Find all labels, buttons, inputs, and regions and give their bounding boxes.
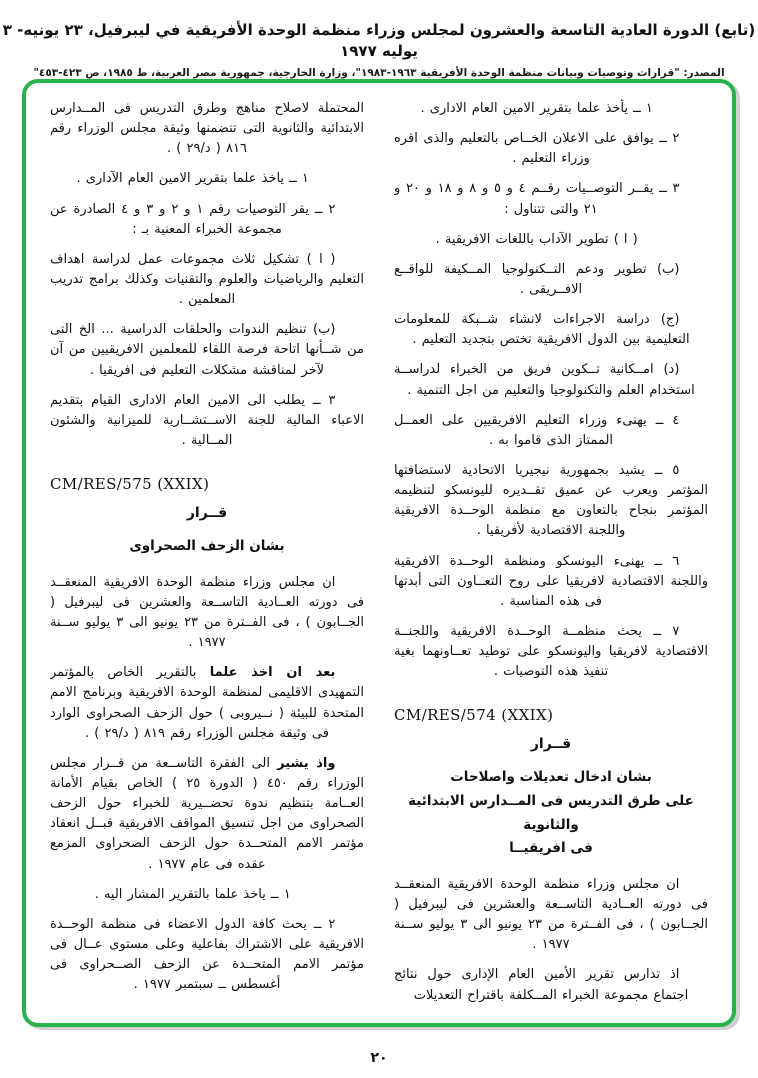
resolution-subject: بشان الزحف الصحراوى bbox=[129, 538, 285, 555]
paragraph: ٣ ــ يقــر التوصــيات رقــم ٤ و ٥ و ٨ و ١٨ و ٢٠ و ٢١ والتى تتناول : bbox=[394, 181, 680, 217]
document-border-frame bbox=[22, 79, 736, 1027]
paragraph: (ج) دراسة الاجراءات لانشاء شــبكة للمعلومات التعليمية بين الدول الافريقية تختص بتجديد التعليم . bbox=[394, 312, 690, 348]
column-left bbox=[50, 99, 364, 1013]
paragraph: ( ا ) تشكيل ثلاث مجموعات عمل لدراسة اهداف التعليم والرياضيات والعلوم والتقنيات وكذلك برامج تدريب المعلمين . bbox=[50, 251, 364, 308]
paragraph: ٥ ــ يشيد بجمهورية نيجيريا الاتحادية لاستضافتها المؤتمر ويعرب عن عميق تقــديره لليونسكو لتنظيمه المؤتمر بنجاح بالتعاون مع منظمة الوحــدة الافريقية واللجنة الاقتصادية لأفريقيا . bbox=[394, 462, 708, 539]
document-header-title: (تابع) الدورة العادية التاسعة والعشرون لمجلس وزراء منظمة الوحدة الأفريقية في ليبرفيل، ٢٣ يونيه- ٣ يوليه ١٩٧٧ bbox=[2, 21, 756, 60]
document-header bbox=[0, 0, 758, 79]
content-columns bbox=[50, 99, 708, 1013]
paragraph: اذ تدارس تقرير الأمين العام الإدارى حول نتائج اجتماع مجموعة الخبراء المــكلفة باقتراح التعديلات bbox=[394, 967, 689, 1003]
paragraph: ٢ ــ يقر التوصيات رقم ١ و ٢ و ٣ و ٤ الصادرة عن مجموعة الخبراء المعنية بـ : bbox=[50, 201, 336, 237]
document-header-source: المصدر: "قرارات وتوصيات وبيانات منظمة الوحدة الأفريقية ١٩٦٣-١٩٨٣"، وزارة الخارجية، جمهورية مصر العربية، ط ١٩٨٥، ص ٤٢٣-٤٥٣" bbox=[33, 67, 725, 79]
column-right bbox=[394, 99, 708, 1013]
paragraph: (ب) تطوير ودعم التــكنولوجيا المــكيفة للواقــع الافــريقى . bbox=[394, 261, 680, 297]
paragraph: ١ ــ يأخذ علما بتقرير الامين العام الادارى . bbox=[420, 101, 653, 116]
paragraph: واذ يشير الى الفقرة التاســعة من قــرار مجلس الوزراء رقم ٤٥٠ ( الدورة ٢٥ ) الخاص بقيام الأمانة العــامة بتنظيم ندوة تحضــيرية للخبراء حول الزحف الصحراوى من اجل تنسيق المواقف الافريقية قبــل انعقاد مؤتمر الامم المتحــدة حول الزحف الصحراوى المزمع عقده فى عام ١٩٧٧ . bbox=[50, 755, 364, 872]
resolution-heading: قــرار bbox=[186, 505, 228, 522]
paragraph: ١ ــ ياخذ علما بتقرير الامين العام الآدارى . bbox=[76, 171, 309, 187]
paragraph: ٤ ــ يهنىء وزراء التعليم الافريقيين على العمــل الممتاز الذى قاموا به . bbox=[394, 412, 680, 448]
resolution-ref: CM/RES/574 (XXIX) bbox=[394, 706, 554, 725]
paragraph: (د) امــكانية تــكوين فريق من الخبراء لدراســة استخدام العلم والتكنولوجيا والتعليم من اجل التنمية . bbox=[394, 362, 695, 398]
paragraph: ٦ ــ يهنىء اليونسكو ومنظمة الوحــدة الافريقية واللجنة الاقتصادية لافريقيا على روح التعــاون التى أبدتها فى هذه المناسبة . bbox=[394, 553, 708, 609]
paragraph: ان مجلس وزراء منظمة الوحدة الافريقية المنعقــد فى دورته العــادية التاســعة والعشرين فى ليبرفيل ( الجــابون ) ، فى الفــترة من ٢٣ يونيو الى ٣ يوليو ســنة ١٩٧٧ . bbox=[394, 876, 708, 953]
page-number: ٢٠ bbox=[370, 1050, 388, 1066]
resolution-heading: قــرار bbox=[530, 736, 572, 753]
paragraph: بعد ان اخذ علما بالتقرير الخاص بالمؤتمر التمهيدى الاقليمى لمنظمة الوحدة الافريقية وبرنامج الامم المتحدة للبيئة ( نــيروبى ) حول الزحف الصحراوى الوارد فى وثيقة مجلس الوزراء رقم ٨١٩ ( د/٢٩ ) . bbox=[50, 665, 364, 741]
paragraph: (ب) تنظيم الندوات والحلقات الدراسية ... الخ التى من شــأنها اتاحة فرصة اللقاء للمعلمين الافريقيين من آن لآخر لمناقشة مشكلات التعليم فى افريقيا . bbox=[50, 322, 364, 378]
paragraph: المحتملة لاصلاح مناهج وطرق التدريس فى المــدارس الابتدائية والثانوية التى تتضمنها وثيقة مجلس الوزراء رقم ٨١٦ ( د/٢٩ ) . bbox=[50, 101, 364, 157]
paragraph: ٢ ــ يوافق على الاعلان الخــاص بالتعليم والذى اقره وزراء التعليم . bbox=[394, 131, 680, 167]
paragraph: ٧ ــ يحث منظمــة الوحــدة الافريقية واللجنــة الاقتصادية لافريقيا واليونسكو على توطيد تعــاونهما بغية تنفيذ هذه التوصيات . bbox=[394, 623, 708, 680]
paragraph: ١ ــ ياخذ علما بالتقرير المشار اليه . bbox=[94, 886, 291, 902]
paragraph: ٣ ــ يطلب الى الامين العام الادارى القيام بتقديم الاعباء المالية للجنة الاســتشــارية للميزانية والشئون المــالية . bbox=[50, 392, 364, 448]
paragraph: ان مجلس وزراء منظمة الوحدة الافريقية المنعقــد فى دورته العــادية التاســعة والعشرين فى ليبرفيل ( الجــابون ) ، فى الفــترة من ٢٣ يونيو الى ٣ يوليو ســنة ١٩٧٧ . bbox=[50, 574, 364, 651]
resolution-subject: بشان ادخال تعديلات واصلاحات على طرق التدريس فى المــدارس الابتدائية والثانوية فى افريقيــا bbox=[408, 769, 694, 857]
paragraph: ( ا ) تطوير الآداب باللغات الافريقية . bbox=[435, 231, 638, 247]
paragraph: ٢ ــ يحث كافة الدول الاعضاء فى منظمة الوحــدة الافريقية على الاشتراك بفاعلية وعلى مستوى عــال فى مؤتمر الامم المتحــدة عن الزحف الصــحراوى فى أغسطس ــ سبتمبر ١٩٧٧ . bbox=[50, 916, 364, 993]
resolution-ref: CM/RES/575 (XXIX) bbox=[50, 475, 210, 494]
